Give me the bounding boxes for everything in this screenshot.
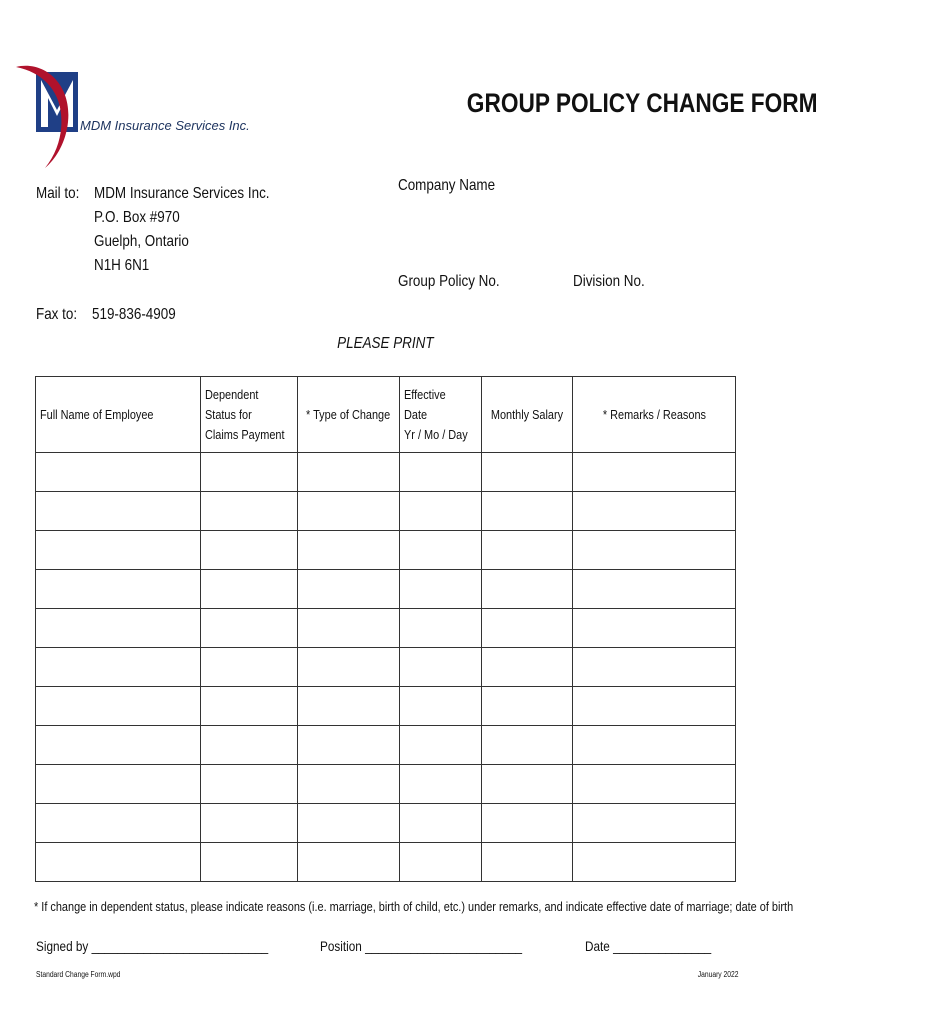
- cell-full-name[interactable]: [36, 531, 201, 570]
- table-row: [36, 570, 736, 609]
- cell-dependent-status[interactable]: [201, 453, 298, 492]
- col-header-remarks: * Remarks / Reasons: [573, 377, 736, 453]
- col-header-full-name: Full Name of Employee: [36, 377, 201, 453]
- cell-type-of-change[interactable]: [298, 804, 400, 843]
- form-file-name: Standard Change Form.wpd: [36, 970, 121, 979]
- cell-effective-date[interactable]: [400, 843, 482, 882]
- table-row: [36, 843, 736, 882]
- form-title: GROUP POLICY CHANGE FORM: [466, 88, 818, 118]
- division-no-field[interactable]: Division No.: [573, 273, 645, 290]
- table-header-row: [36, 377, 736, 453]
- cell-monthly-salary[interactable]: [482, 804, 573, 843]
- position-field[interactable]: Position ________________________: [320, 938, 523, 954]
- please-print-note: PLEASE PRINT: [336, 335, 434, 352]
- cell-dependent-status[interactable]: [201, 843, 298, 882]
- company-name-field[interactable]: Company Name: [398, 177, 496, 194]
- address-line: MDM Insurance Services Inc.: [94, 185, 270, 202]
- cell-remarks[interactable]: [573, 492, 736, 531]
- table-row: [36, 726, 736, 765]
- cell-type-of-change[interactable]: [298, 726, 400, 765]
- cell-effective-date[interactable]: [400, 804, 482, 843]
- cell-effective-date[interactable]: [400, 765, 482, 804]
- col-header-dependent-status: Dependent Status for Claims Payment: [201, 377, 298, 453]
- cell-dependent-status[interactable]: [201, 726, 298, 765]
- cell-dependent-status[interactable]: [201, 687, 298, 726]
- cell-effective-date[interactable]: [400, 492, 482, 531]
- fax-number: 519-836-4909: [92, 306, 176, 323]
- fax-to-label: Fax to:: [36, 306, 78, 323]
- cell-monthly-salary[interactable]: [482, 843, 573, 882]
- cell-remarks[interactable]: [573, 609, 736, 648]
- cell-effective-date[interactable]: [400, 726, 482, 765]
- cell-remarks[interactable]: [573, 687, 736, 726]
- address-line: P.O. Box #970: [94, 209, 180, 226]
- employee-change-table: [35, 376, 736, 882]
- cell-monthly-salary[interactable]: [482, 453, 573, 492]
- table-body: [36, 453, 736, 882]
- cell-dependent-status[interactable]: [201, 609, 298, 648]
- address-line: N1H 6N1: [94, 257, 150, 274]
- mail-to-label: Mail to:: [36, 185, 80, 202]
- cell-type-of-change[interactable]: [298, 570, 400, 609]
- cell-dependent-status[interactable]: [201, 570, 298, 609]
- cell-remarks[interactable]: [573, 843, 736, 882]
- cell-monthly-salary[interactable]: [482, 765, 573, 804]
- cell-dependent-status[interactable]: [201, 804, 298, 843]
- cell-type-of-change[interactable]: [298, 687, 400, 726]
- cell-effective-date[interactable]: [400, 687, 482, 726]
- cell-effective-date[interactable]: [400, 570, 482, 609]
- group-policy-no-field[interactable]: Group Policy No.: [398, 273, 500, 290]
- cell-full-name[interactable]: [36, 765, 201, 804]
- logo-company-name: MDM Insurance Services Inc.: [80, 118, 250, 133]
- cell-remarks[interactable]: [573, 453, 736, 492]
- cell-dependent-status[interactable]: [201, 765, 298, 804]
- col-header-effective-date: Effective Date Yr / Mo / Day: [400, 377, 482, 453]
- cell-type-of-change[interactable]: [298, 843, 400, 882]
- cell-effective-date[interactable]: [400, 609, 482, 648]
- table-row: [36, 609, 736, 648]
- cell-type-of-change[interactable]: [298, 492, 400, 531]
- cell-full-name[interactable]: [36, 804, 201, 843]
- table-row: [36, 648, 736, 687]
- cell-monthly-salary[interactable]: [482, 687, 573, 726]
- cell-full-name[interactable]: [36, 843, 201, 882]
- cell-full-name[interactable]: [36, 726, 201, 765]
- cell-dependent-status[interactable]: [201, 492, 298, 531]
- date-field[interactable]: Date _______________: [585, 938, 712, 954]
- cell-dependent-status[interactable]: [201, 531, 298, 570]
- cell-remarks[interactable]: [573, 531, 736, 570]
- cell-effective-date[interactable]: [400, 453, 482, 492]
- cell-remarks[interactable]: [573, 726, 736, 765]
- cell-type-of-change[interactable]: [298, 531, 400, 570]
- cell-remarks[interactable]: [573, 570, 736, 609]
- cell-type-of-change[interactable]: [298, 765, 400, 804]
- cell-monthly-salary[interactable]: [482, 531, 573, 570]
- signed-by-field[interactable]: Signed by ___________________________: [36, 938, 269, 954]
- cell-monthly-salary[interactable]: [482, 492, 573, 531]
- footnote: * If change in dependent status, please indicate reasons (i.e. marriage, birth of child, etc.) under remarks, and indicate effective date of marriage; date of birth: [34, 899, 794, 914]
- table-row: [36, 687, 736, 726]
- col-header-monthly-salary: Monthly Salary: [482, 377, 573, 453]
- cell-monthly-salary[interactable]: [482, 570, 573, 609]
- mailing-address: [94, 182, 303, 278]
- table-row: [36, 453, 736, 492]
- revision-date: January 2022: [697, 970, 738, 979]
- cell-monthly-salary[interactable]: [482, 609, 573, 648]
- cell-type-of-change[interactable]: [298, 609, 400, 648]
- cell-full-name[interactable]: [36, 609, 201, 648]
- cell-effective-date[interactable]: [400, 531, 482, 570]
- cell-monthly-salary[interactable]: [482, 648, 573, 687]
- table-row: [36, 492, 736, 531]
- cell-full-name[interactable]: [36, 687, 201, 726]
- address-line: Guelph, Ontario: [94, 233, 189, 250]
- cell-full-name[interactable]: [36, 453, 201, 492]
- col-header-type-of-change: * Type of Change: [298, 377, 400, 453]
- cell-full-name[interactable]: [36, 570, 201, 609]
- cell-remarks[interactable]: [573, 648, 736, 687]
- cell-full-name[interactable]: [36, 648, 201, 687]
- cell-monthly-salary[interactable]: [482, 726, 573, 765]
- cell-full-name[interactable]: [36, 492, 201, 531]
- cell-remarks[interactable]: [573, 804, 736, 843]
- table-row: [36, 531, 736, 570]
- cell-dependent-status[interactable]: [201, 648, 298, 687]
- cell-type-of-change[interactable]: [298, 648, 400, 687]
- table-row: [36, 765, 736, 804]
- table-row: [36, 804, 736, 843]
- cell-effective-date[interactable]: [400, 648, 482, 687]
- cell-remarks[interactable]: [573, 765, 736, 804]
- cell-type-of-change[interactable]: [298, 453, 400, 492]
